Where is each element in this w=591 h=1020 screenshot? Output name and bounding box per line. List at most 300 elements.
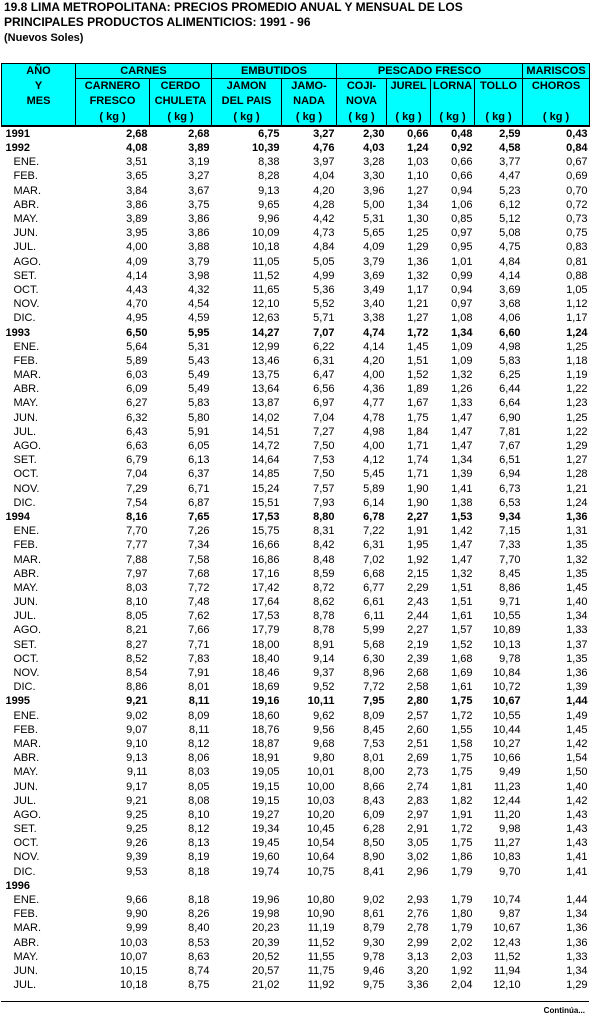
price-cell: 10,67 bbox=[493, 922, 521, 935]
price-cell: 1,41 bbox=[451, 482, 473, 495]
price-cell: 7,66 bbox=[188, 624, 210, 637]
price-cell: 0,48 bbox=[431, 126, 475, 141]
month-label: ABR. bbox=[13, 936, 40, 949]
price-cell: 6,22 bbox=[313, 340, 335, 353]
month-row bbox=[2, 482, 590, 496]
price-cell: 5,36 bbox=[313, 283, 335, 296]
month-row bbox=[2, 439, 590, 453]
price-cell: 10,07 bbox=[119, 950, 148, 963]
month-row bbox=[2, 709, 590, 723]
price-cell: 19,34 bbox=[251, 823, 280, 836]
price-cell: 2,43 bbox=[407, 596, 429, 609]
price-cell: 3,98 bbox=[188, 269, 210, 282]
price-cell: 1,49 bbox=[566, 709, 588, 722]
price-cell: 9,13 bbox=[126, 752, 148, 765]
price-cell: 4,43 bbox=[126, 283, 148, 296]
price-cell: 19,45 bbox=[251, 837, 280, 850]
price-cell: 4,75 bbox=[499, 241, 521, 254]
price-cell: 11,52 bbox=[493, 950, 521, 963]
price-cell: 1,61 bbox=[451, 610, 473, 623]
price-cell: 18,46 bbox=[251, 667, 280, 680]
price-cell: 1,81 bbox=[451, 780, 473, 793]
price-cell: 4,20 bbox=[363, 354, 385, 367]
header-group-mariscos: MARISCOS bbox=[523, 64, 590, 79]
price-cell: 4,78 bbox=[363, 411, 385, 424]
price-cell: 1,34 bbox=[566, 908, 588, 921]
price-cell: 8,06 bbox=[188, 752, 210, 765]
header-col3-line2: DEL PAIS bbox=[212, 94, 282, 109]
price-cell: 1,92 bbox=[451, 964, 473, 977]
price-cell: 2,27 bbox=[407, 624, 429, 637]
month-label: ABR. bbox=[13, 752, 40, 765]
price-cell: 1,90 bbox=[407, 496, 429, 509]
price-cell: 4,00 bbox=[363, 440, 385, 453]
month-label: SET. bbox=[13, 823, 37, 836]
price-cell: 8,79 bbox=[363, 922, 385, 935]
price-cell: 5,08 bbox=[499, 227, 521, 240]
month-label: FEB. bbox=[13, 908, 38, 921]
price-cell: 7,57 bbox=[313, 482, 335, 495]
price-cell: 2,73 bbox=[407, 766, 429, 779]
price-cell: 1,24 bbox=[566, 326, 588, 339]
price-cell: 10,03 bbox=[306, 794, 335, 807]
month-label: JUL. bbox=[13, 610, 37, 623]
price-cell: 0,70 bbox=[566, 184, 588, 197]
price-cell: 3,96 bbox=[363, 184, 385, 197]
price-cell: 6,25 bbox=[499, 369, 521, 382]
price-cell: 1,36 bbox=[566, 936, 588, 949]
month-label: JUL. bbox=[13, 979, 37, 992]
header-unit: ( kg ) bbox=[150, 109, 212, 126]
price-cell: 1,55 bbox=[451, 723, 473, 736]
month-label: JUL. bbox=[13, 425, 37, 438]
price-cell: 1,69 bbox=[451, 667, 473, 680]
price-cell: 19,05 bbox=[251, 766, 280, 779]
price-cell: 4,08 bbox=[126, 142, 148, 155]
year-row bbox=[2, 510, 590, 524]
footer-divider bbox=[1, 1001, 589, 1002]
price-cell: 3,36 bbox=[407, 979, 429, 992]
price-cell: 7,71 bbox=[188, 638, 210, 651]
units-subtitle: (Nuevos Soles) bbox=[4, 32, 84, 44]
price-cell: 8,05 bbox=[188, 780, 210, 793]
price-cell: 5,95 bbox=[188, 326, 210, 339]
price-cell: 1,33 bbox=[566, 624, 588, 637]
month-label: DIC. bbox=[13, 681, 36, 694]
price-cell: 1,34 bbox=[451, 454, 473, 467]
month-row bbox=[2, 283, 590, 297]
price-cell: 18,60 bbox=[251, 709, 280, 722]
price-cell: 8,48 bbox=[313, 553, 335, 566]
price-cell: 1,52 bbox=[407, 369, 429, 382]
price-cell bbox=[212, 879, 282, 893]
month-label: DIC. bbox=[13, 496, 36, 509]
price-cell: 19,15 bbox=[251, 794, 280, 807]
price-cell: 1,21 bbox=[566, 482, 588, 495]
price-cell: 7,68 bbox=[188, 567, 210, 580]
month-label: AGO. bbox=[13, 440, 42, 453]
price-cell: 3,77 bbox=[499, 156, 521, 169]
price-cell: 1,54 bbox=[566, 752, 588, 765]
price-cell: 3,65 bbox=[126, 170, 148, 183]
price-cell: 9,21 bbox=[126, 794, 148, 807]
price-cell: 8,13 bbox=[188, 837, 210, 850]
price-cell: 0,84 bbox=[566, 142, 588, 155]
price-cell: 15,24 bbox=[251, 482, 280, 495]
price-cell: 1,21 bbox=[407, 298, 429, 311]
price-cell: 9,78 bbox=[499, 652, 521, 665]
price-cell: 18,69 bbox=[251, 681, 280, 694]
price-cell: 1,36 bbox=[566, 667, 588, 680]
month-label: SET. bbox=[13, 638, 37, 651]
month-label: ABR. bbox=[13, 383, 40, 396]
price-cell: 10,83 bbox=[493, 851, 521, 864]
header-anio: AÑO bbox=[2, 64, 76, 79]
price-cell: 2,59 bbox=[475, 126, 523, 141]
price-cell: 1,61 bbox=[451, 681, 473, 694]
price-cell: 9,78 bbox=[363, 950, 385, 963]
price-cell: 2,15 bbox=[407, 567, 429, 580]
month-row bbox=[2, 737, 590, 751]
header-col2-line2: CHULETA bbox=[150, 94, 212, 109]
price-cell: 10,55 bbox=[493, 610, 521, 623]
price-cell: 5,45 bbox=[363, 468, 385, 481]
price-cell: 4,58 bbox=[499, 142, 521, 155]
price-cell: 1,47 bbox=[451, 539, 473, 552]
price-cell: 1,34 bbox=[451, 326, 473, 339]
month-row bbox=[2, 581, 590, 595]
price-cell: 8,11 bbox=[188, 723, 210, 736]
header-col2-line1: CERDO bbox=[150, 79, 212, 95]
price-cell: 0,73 bbox=[566, 213, 588, 226]
header-col7-line1: LORNA bbox=[431, 79, 475, 95]
price-cell: 6,63 bbox=[126, 440, 148, 453]
price-cell: 1,27 bbox=[407, 312, 429, 325]
price-cell: 6,27 bbox=[126, 397, 148, 410]
price-cell: 1,43 bbox=[566, 837, 588, 850]
price-cell: 12,10 bbox=[493, 979, 521, 992]
header-col9-line2 bbox=[523, 94, 590, 109]
price-cell: 4,95 bbox=[126, 312, 148, 325]
price-cell: 17,42 bbox=[251, 581, 280, 594]
price-cell: 8,62 bbox=[313, 596, 335, 609]
price-cell: 1,32 bbox=[407, 269, 429, 282]
price-cell: 1,45 bbox=[566, 581, 588, 594]
price-cell: 6,09 bbox=[363, 808, 385, 821]
year-row bbox=[2, 126, 590, 141]
price-cell: 1,25 bbox=[566, 411, 588, 424]
price-cell: 9,98 bbox=[499, 823, 521, 836]
price-cell: 7,77 bbox=[126, 539, 148, 552]
header-col5-line1: COJI- bbox=[337, 79, 387, 95]
month-label: AGO. bbox=[13, 255, 42, 268]
price-cell: 8,50 bbox=[363, 837, 385, 850]
price-cell: 8,31 bbox=[313, 525, 335, 538]
price-cell: 8,38 bbox=[258, 156, 280, 169]
price-cell: 17,16 bbox=[251, 567, 280, 580]
month-label: MAY. bbox=[13, 581, 39, 594]
header-col4-line2: NADA bbox=[282, 94, 337, 109]
price-cell: 1,37 bbox=[566, 638, 588, 651]
price-cell: 1,06 bbox=[451, 198, 473, 211]
price-cell: 9,13 bbox=[258, 184, 280, 197]
price-cell: 21,02 bbox=[251, 979, 280, 992]
month-row bbox=[2, 226, 590, 240]
price-cell: 0,83 bbox=[566, 241, 588, 254]
price-cell: 1,89 bbox=[407, 383, 429, 396]
price-cell: 10,03 bbox=[119, 936, 148, 949]
month-row bbox=[2, 765, 590, 779]
price-cell: 0,43 bbox=[523, 126, 590, 141]
price-cell: 5,64 bbox=[126, 340, 148, 353]
month-row bbox=[2, 269, 590, 283]
price-cell: 1,79 bbox=[451, 865, 473, 878]
price-cell: 0,95 bbox=[451, 241, 473, 254]
price-cell: 3,30 bbox=[363, 170, 385, 183]
price-cell: 1,29 bbox=[407, 241, 429, 254]
price-cell: 1,72 bbox=[407, 326, 429, 339]
price-cell: 1,36 bbox=[566, 922, 588, 935]
price-cell: 1,31 bbox=[566, 525, 588, 538]
month-label: MAY. bbox=[13, 950, 39, 963]
price-cell: 2,39 bbox=[407, 652, 429, 665]
price-cell: 19,16 bbox=[251, 695, 280, 708]
price-cell: 7,88 bbox=[126, 553, 148, 566]
price-cell: 0,94 bbox=[451, 283, 473, 296]
price-cell: 3,79 bbox=[363, 255, 385, 268]
price-cell: 8,08 bbox=[188, 794, 210, 807]
price-cell: 7,83 bbox=[188, 652, 210, 665]
price-cell: 7,67 bbox=[499, 440, 521, 453]
price-cell: 2,78 bbox=[407, 922, 429, 935]
price-cell: 6,64 bbox=[499, 397, 521, 410]
price-cell: 1,72 bbox=[451, 709, 473, 722]
price-cell: 9,70 bbox=[499, 865, 521, 878]
month-label: OCT. bbox=[13, 283, 39, 296]
price-cell: 0,67 bbox=[566, 156, 588, 169]
header-col5-line2: NOVA bbox=[337, 94, 387, 109]
price-cell: 0,66 bbox=[451, 170, 473, 183]
price-cell bbox=[337, 879, 387, 893]
price-cell: 7,72 bbox=[363, 681, 385, 694]
price-cell: 7,70 bbox=[126, 525, 148, 538]
header-group-embutidos: EMBUTIDOS bbox=[212, 64, 337, 79]
price-cell: 1,29 bbox=[566, 979, 588, 992]
price-cell: 9,30 bbox=[363, 936, 385, 949]
price-cell: 7,53 bbox=[313, 454, 335, 467]
title-line-2: PRINCIPALES PRODUCTOS ALIMENTICIOS: 1991 - 96 bbox=[4, 15, 311, 29]
price-cell: 5,00 bbox=[363, 198, 385, 211]
price-cell: 6,71 bbox=[188, 482, 210, 495]
price-cell: 1,38 bbox=[451, 496, 473, 509]
price-cell: 7,48 bbox=[188, 596, 210, 609]
price-cell: 5,83 bbox=[499, 354, 521, 367]
header-group-pescado: PESCADO FRESCO bbox=[337, 64, 523, 79]
price-cell: 14,64 bbox=[251, 454, 280, 467]
price-cell: 6,60 bbox=[499, 326, 521, 339]
price-cell: 3,13 bbox=[407, 950, 429, 963]
price-cell: 2,76 bbox=[407, 908, 429, 921]
price-cell: 9,56 bbox=[313, 723, 335, 736]
price-cell: 7,91 bbox=[188, 667, 210, 680]
price-cell: 0,81 bbox=[566, 255, 588, 268]
price-cell: 6,09 bbox=[126, 383, 148, 396]
price-cell: 18,40 bbox=[251, 652, 280, 665]
header-col6-line2 bbox=[387, 94, 431, 109]
price-cell: 10,00 bbox=[306, 780, 335, 793]
month-label: JUN. bbox=[13, 780, 38, 793]
month-row bbox=[2, 396, 590, 410]
price-cell: 3,28 bbox=[363, 156, 385, 169]
price-cell: 7,81 bbox=[499, 425, 521, 438]
price-cell: 2,04 bbox=[451, 979, 473, 992]
price-cell: 1,22 bbox=[566, 425, 588, 438]
price-cell: 6,61 bbox=[363, 596, 385, 609]
price-cell: 6,31 bbox=[363, 539, 385, 552]
price-cell: 4,14 bbox=[363, 340, 385, 353]
price-cell: 1,58 bbox=[451, 737, 473, 750]
month-label: NOV. bbox=[13, 298, 40, 311]
price-cell: 1,43 bbox=[566, 823, 588, 836]
price-cell: 8,09 bbox=[188, 709, 210, 722]
month-label: FEB. bbox=[13, 354, 38, 367]
price-cell: 3,51 bbox=[126, 156, 148, 169]
price-cell: 2,30 bbox=[337, 126, 387, 141]
price-cell: 7,65 bbox=[188, 510, 210, 523]
price-cell: 10,13 bbox=[493, 638, 521, 651]
price-cell: 1,42 bbox=[566, 737, 588, 750]
price-cell: 9,87 bbox=[499, 908, 521, 921]
price-cell: 6,68 bbox=[363, 567, 385, 580]
month-row bbox=[2, 552, 590, 566]
price-cell: 1,24 bbox=[566, 496, 588, 509]
price-cell: 2,58 bbox=[407, 681, 429, 694]
price-cell: 7,22 bbox=[363, 525, 385, 538]
price-cell: 6,90 bbox=[499, 411, 521, 424]
price-cell: 0,88 bbox=[566, 269, 588, 282]
price-cell: 8,45 bbox=[499, 567, 521, 580]
price-cell: 4,76 bbox=[313, 142, 335, 155]
price-cell: 3,84 bbox=[126, 184, 148, 197]
price-cell: 17,53 bbox=[251, 610, 280, 623]
price-cell: 8,00 bbox=[363, 766, 385, 779]
price-cell: 1,40 bbox=[566, 780, 588, 793]
price-cell: 1,32 bbox=[451, 567, 473, 580]
header-col1-line1: CARNERO bbox=[76, 79, 150, 95]
price-cell: 7,26 bbox=[188, 525, 210, 538]
price-cell: 4,74 bbox=[363, 326, 385, 339]
year-row bbox=[2, 325, 590, 339]
price-cell: 1,91 bbox=[407, 525, 429, 538]
price-cell bbox=[475, 879, 523, 893]
price-cell: 10,75 bbox=[306, 865, 335, 878]
month-label: SET. bbox=[13, 454, 37, 467]
price-cell: 5,49 bbox=[188, 383, 210, 396]
price-cell: 9,90 bbox=[126, 908, 148, 921]
month-row bbox=[2, 496, 590, 510]
price-cell: 1,32 bbox=[566, 553, 588, 566]
price-cell: 8,41 bbox=[363, 865, 385, 878]
price-cell: 1,74 bbox=[407, 454, 429, 467]
price-cell: 1,41 bbox=[566, 851, 588, 864]
price-cell: 7,72 bbox=[188, 581, 210, 594]
month-row bbox=[2, 538, 590, 552]
month-row bbox=[2, 340, 590, 354]
month-row bbox=[2, 723, 590, 737]
price-cell: 8,45 bbox=[363, 723, 385, 736]
price-cell: 8,21 bbox=[126, 624, 148, 637]
price-cell: 3,69 bbox=[363, 269, 385, 282]
price-cell: 9,10 bbox=[126, 737, 148, 750]
price-cell: 12,10 bbox=[251, 298, 280, 311]
price-cell: 1,92 bbox=[407, 553, 429, 566]
price-cell: 10,18 bbox=[251, 241, 280, 254]
price-cell: 9,62 bbox=[313, 709, 335, 722]
price-cell: 3,89 bbox=[188, 142, 210, 155]
price-cell: 6,51 bbox=[499, 454, 521, 467]
price-cell: 6,47 bbox=[313, 369, 335, 382]
price-cell: 14,02 bbox=[251, 411, 280, 424]
month-label: JUN. bbox=[13, 411, 38, 424]
header-unit: ( kg ) bbox=[387, 109, 431, 126]
price-cell: 1,35 bbox=[566, 539, 588, 552]
price-cell: 11,23 bbox=[493, 780, 521, 793]
price-cell: 8,43 bbox=[363, 794, 385, 807]
price-cell: 8,16 bbox=[126, 510, 148, 523]
price-cell: 6,94 bbox=[499, 468, 521, 481]
price-cell: 2,29 bbox=[407, 581, 429, 594]
price-cell: 11,05 bbox=[252, 255, 280, 268]
price-cell: 3,89 bbox=[126, 213, 148, 226]
price-cell: 10,90 bbox=[306, 908, 335, 921]
price-cell: 1,79 bbox=[451, 894, 473, 907]
price-cell: 4,84 bbox=[499, 255, 521, 268]
price-cell: 5,31 bbox=[188, 340, 210, 353]
price-cell: 7,70 bbox=[499, 553, 521, 566]
month-row bbox=[2, 652, 590, 666]
price-cell: 7,15 bbox=[499, 525, 521, 538]
month-label: JUL. bbox=[13, 794, 37, 807]
price-cell: 8,10 bbox=[188, 808, 210, 821]
month-label: JUN. bbox=[13, 964, 38, 977]
price-cell: 0,66 bbox=[451, 156, 473, 169]
month-row bbox=[2, 978, 590, 992]
price-cell: 1,44 bbox=[566, 695, 588, 708]
month-label: OCT. bbox=[13, 468, 39, 481]
month-row bbox=[2, 368, 590, 382]
price-cell: 5,71 bbox=[313, 312, 335, 325]
price-cell: 18,87 bbox=[251, 737, 280, 750]
price-cell: 2,99 bbox=[407, 936, 429, 949]
price-cell: 1,35 bbox=[566, 652, 588, 665]
month-row bbox=[2, 822, 590, 836]
price-cell: 13,75 bbox=[251, 369, 280, 382]
price-cell: 7,97 bbox=[126, 567, 148, 580]
price-cell: 8,53 bbox=[188, 936, 210, 949]
month-row bbox=[2, 836, 590, 850]
price-cell: 6,53 bbox=[499, 496, 521, 509]
price-cell: 2,74 bbox=[407, 780, 429, 793]
price-cell: 8,78 bbox=[313, 624, 335, 637]
price-cell: 0,97 bbox=[451, 298, 473, 311]
price-cell: 16,86 bbox=[251, 553, 280, 566]
price-cell: 4,00 bbox=[126, 241, 148, 254]
price-cell: 1,08 bbox=[451, 312, 473, 325]
price-cell: 3,20 bbox=[407, 964, 429, 977]
price-cell: 8,19 bbox=[188, 851, 210, 864]
price-cell: 6,75 bbox=[212, 126, 282, 141]
header-group-carnes: CARNES bbox=[76, 64, 212, 79]
